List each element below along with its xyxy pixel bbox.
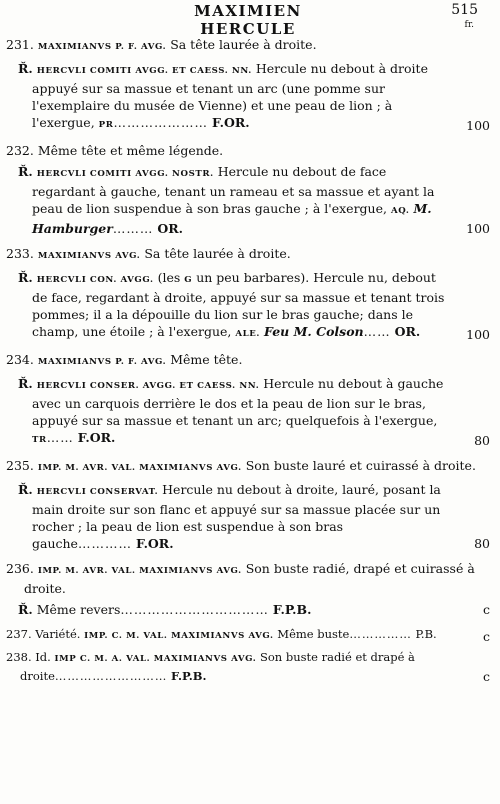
obverse-line [6,457,482,477]
reverse-description: Hercule nu debout de face regardant à gauche, tenant un rameau et sa massue et ayant la peau de lion suspendue à son bras gauche ; à l'exergue, [32,164,435,216]
reverse-legend: HERCVLI COMITI AVGG. ET CAESS. NN. [36,66,252,76]
obverse-legend: IMP C. M. A. VAL. MAXIMIANVS AVG. [54,654,257,664]
entry-number: 234. [6,352,34,367]
reverse-symbol: Ř. [18,602,33,617]
reverse-paragraph [18,375,490,449]
collection-name: M. Hamburger [32,201,432,236]
entry-237 [0,626,500,645]
leader-dots: …… [46,430,74,445]
reverse-paragraph [18,481,490,552]
obverse-legend: MAXIMIANVS AVG. [37,251,141,261]
entry-number: 231. [6,37,34,52]
reverse-symbol: Ř. [18,61,33,76]
leader-dots: …………… [349,627,412,641]
reverse-legend: HERCVLI COMITI AVGG. NOSTR. [36,169,214,179]
signature-mark: fr. [464,20,474,30]
obverse-description: Sa tête laurée à droite. [144,246,291,261]
metal-rarity: F.OR. [135,536,174,551]
leader-dots: ………………… [113,115,208,130]
page-number: 515 [451,2,478,18]
price-value: 80 [474,536,490,551]
reverse-paragraph [18,269,490,343]
exergue-mark: PR [98,120,114,130]
collection-name: Feu M. Colson [264,324,364,339]
entry-234 [0,351,500,449]
entry-233 [0,245,500,343]
entry-number: 235. [6,458,34,473]
running-title: MAXIMIEN HERCULE [194,2,302,38]
entry-number: 232. [6,143,34,158]
entry-number: 237. [6,627,32,641]
reverse-symbol: Ř. [18,164,33,179]
entry-232 [0,142,500,237]
leader-dots: ………… [77,536,132,551]
reverse-legend: HERCVLI CONSER. AVGG. ET CAESS. NN. [36,381,260,391]
obverse-line [6,36,482,56]
obverse-description: Même tête et même légende. [37,143,224,158]
obverse-description: Même buste [277,627,350,641]
leader-dots: …………………………… [120,602,269,617]
reverse-symbol: Ř. [18,482,33,497]
reverse-description: un peu barbares). Hercule nu, debout de face, regardant à droite, appuyé sur sa massue et tenant trois pommes; il a la dépouille du lion sur le bras gauche; dans le champ, une étoile ; à l'exergue, [32,270,445,339]
entry-231 [0,36,500,134]
obverse-legend: IMP. M. AVR. VAL. MAXIMIANVS AVG. [37,463,242,473]
small-letter: G [184,275,193,285]
obverse-line [6,351,482,371]
metal-rarity: F.P.B. [272,602,312,617]
entry-236 [0,560,500,618]
metal-rarity: OR. [157,221,183,236]
metal-rarity: P.B. [415,627,437,641]
price-value: c [482,669,490,684]
reverse-description-part: (les [157,270,181,285]
reverse-description: Même revers [36,602,121,617]
reverse-paragraph [18,601,490,618]
metal-rarity: F.OR. [211,115,250,130]
price-value: 80 [474,433,490,448]
price-value: 100 [466,327,490,342]
price-value: 100 [466,221,490,236]
obverse-legend: IMP. C. M. VAL. MAXIMIANVS AVG. [84,631,274,641]
obverse-legend: MAXIMIANVS P. F. AVG. [37,42,167,52]
obverse-line [6,245,482,265]
reverse-symbol: Ř. [18,376,33,391]
metal-rarity: OR. [394,324,421,339]
reverse-description: Hercule nu debout à droite, lauré, posant la main droite sur son flanc et appuyé sur sa massue placée sur un rocher ; la peau de lion est suspendue à son bras gauche [32,482,441,551]
reverse-legend: HERCVLI CONSERVAT. [36,487,159,497]
price-value: 100 [466,118,490,133]
obverse-description: Sa tête laurée à droite. [170,37,317,52]
reverse-legend: HERCVLI CON. AVGG. [36,275,154,285]
obverse-line [6,142,482,159]
reverse-symbol: Ř. [18,270,33,285]
leader-dots: ……… [112,221,154,236]
variant-prefix: Variété. [35,627,81,641]
variant-line [6,626,490,645]
obverse-description: Son buste radié et drapé à droite [20,650,415,683]
metal-rarity: F.P.B. [171,669,207,683]
obverse-legend: MAXIMIANVS P. F. AVG. [37,357,167,367]
leader-dots: ……………………… [54,669,168,683]
metal-rarity: F.OR. [77,430,116,445]
variant-prefix: Id. [35,650,51,664]
variant-line [6,649,490,685]
reverse-description: Hercule nu debout à droite appuyé sur sa massue et tenant un arc (une pomme sur l'exemplaire du musée de Vienne) et une peau de lion ; à l'exergue, [32,61,428,130]
obverse-line [6,560,482,597]
reverse-paragraph [18,60,490,134]
entry-number: 233. [6,246,34,261]
reverse-description: Hercule nu debout à gauche avec un carquois derrière le dos et la peau de lion sur le bras, appuyé sur sa massue et tenant un arc; quelquefois à l'exergue, [32,376,444,428]
leader-dots: …… [363,324,391,339]
obverse-description: Même tête. [170,352,243,367]
entry-number: 236. [6,561,34,576]
price-value: c [482,602,490,617]
exergue-mark: AQ. [390,206,410,216]
entry-235 [0,457,500,552]
exergue-mark: ALE. [235,329,261,339]
entry-number: 238. [6,650,32,664]
obverse-description: Son buste radié, drapé et cuirassé à droite. [24,561,475,596]
exergue-mark: TR [32,435,47,445]
entry-238 [0,649,500,685]
price-value: c [482,629,490,644]
obverse-description: Son buste lauré et cuirassé à droite. [245,458,476,473]
entries-list [0,36,500,693]
obverse-legend: IMP. M. AVR. VAL. MAXIMIANVS AVG. [37,566,242,576]
reverse-paragraph [18,163,490,237]
